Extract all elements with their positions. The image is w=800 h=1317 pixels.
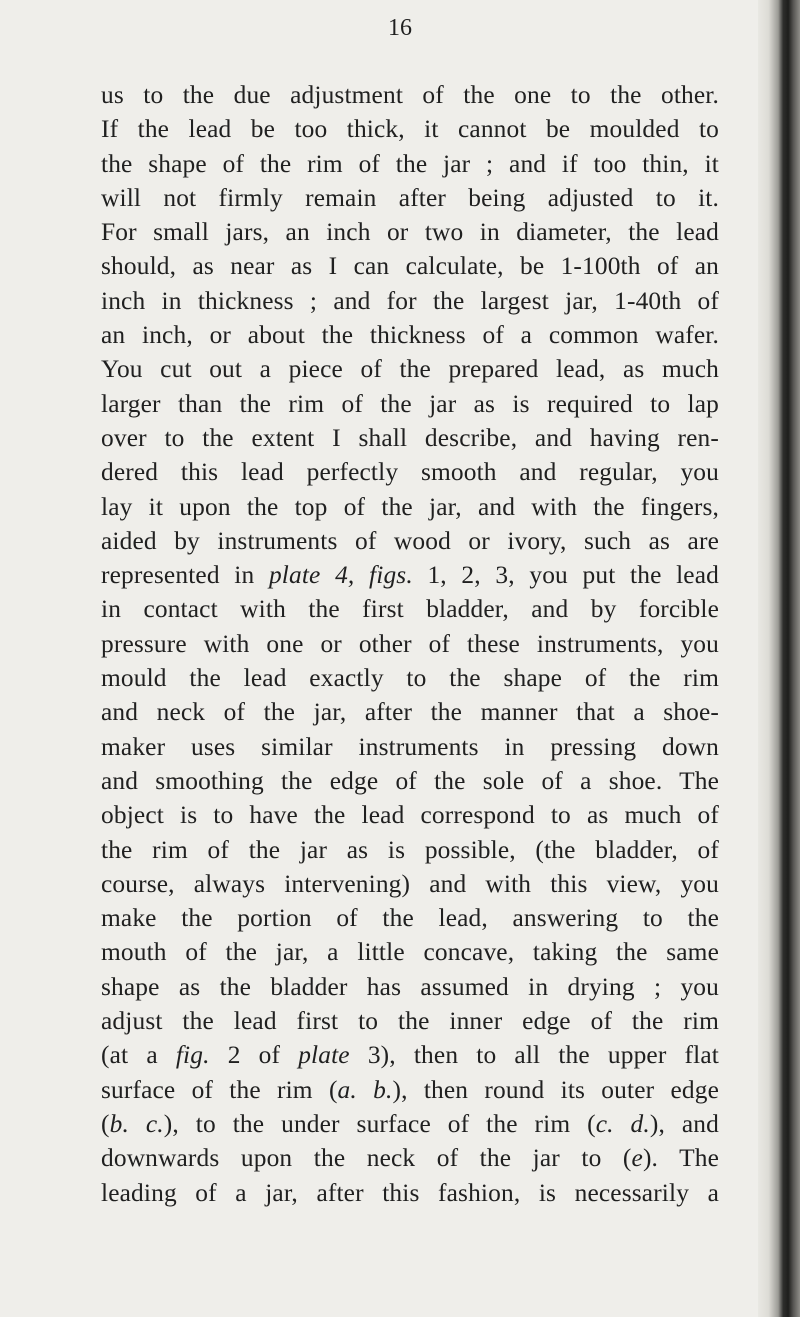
text-run: us to the due adjustment of the one to the other. [101, 81, 719, 109]
text-line [101, 1073, 719, 1107]
text-line [101, 524, 719, 558]
text-run: 3), then to all the upper flat [349, 1041, 719, 1070]
text-run: lay it upon the top of the jar, and with the fingers, [101, 492, 719, 521]
text-line [101, 970, 719, 1004]
text-run: over to the extent I shall describe, and having ren- [101, 423, 719, 452]
text-run: leading of a jar, after this fashion, is necessarily a [101, 1178, 719, 1207]
body-text [101, 78, 719, 1210]
page-number: 16 [388, 15, 412, 41]
text-run: You cut out a piece of the prepared lead, as much [101, 355, 719, 384]
text-line [101, 78, 719, 112]
italic-run: c. d. [595, 1109, 650, 1138]
text-run: ), to the under surface of the rim ( [163, 1109, 596, 1138]
text-run: represented in [101, 561, 269, 590]
text-run: ). The [642, 1144, 719, 1173]
text-run: aided by instruments of wood or ivory, such as are [101, 526, 719, 555]
text-run: adjust the lead first to the inner edge of the rim [101, 1007, 719, 1036]
text-run: mould the lead exactly to the shape of the rim [101, 664, 719, 693]
italic-run: b. c. [109, 1109, 164, 1138]
text-run: maker uses similar instruments in pressing down [101, 732, 719, 761]
text-run: larger than the rim of the jar as is required to lap [101, 389, 719, 418]
text-line [101, 627, 719, 661]
text-run: 2 of [209, 1041, 299, 1070]
text-line [101, 455, 719, 489]
text-run: object is to have the lead correspond to as much of [101, 801, 719, 830]
text-run: pressure with one or other of these instruments, you [101, 629, 719, 658]
text-line [101, 764, 719, 798]
italic-run: plate [298, 1041, 350, 1070]
text-run: (at a [101, 1041, 176, 1070]
text-run: ( [101, 1109, 110, 1138]
text-run: inch in thickness ; and for the largest jar, 1-40th of [101, 286, 719, 315]
text-run: shape as the bladder has assumed in drying ; you [101, 972, 719, 1001]
text-line [101, 1004, 719, 1038]
text-run: the shape of the rim of the jar ; and if too thin, it [101, 149, 719, 178]
text-line [101, 592, 719, 626]
text-line [101, 1176, 719, 1210]
text-line [101, 695, 719, 729]
text-line [101, 387, 719, 421]
text-line [101, 901, 719, 935]
italic-run: plate 4, figs. [268, 561, 413, 590]
binding-gutter [758, 0, 800, 1317]
text-run: surface of the rim ( [101, 1075, 338, 1104]
text-line [101, 833, 719, 867]
text-line [101, 867, 719, 901]
text-line [101, 147, 719, 181]
text-line [101, 490, 719, 524]
text-line [101, 249, 719, 283]
text-line [101, 935, 719, 969]
text-line [101, 181, 719, 215]
text-run: an inch, or about the thickness of a common wafer. [101, 321, 719, 350]
text-line [101, 1141, 719, 1175]
text-run: dered this lead perfectly smooth and regular, you [101, 458, 719, 487]
text-run: the rim of the jar as is possible, (the bladder, of [101, 835, 719, 864]
text-line [101, 318, 719, 352]
text-line [101, 352, 719, 386]
text-line [101, 1107, 719, 1141]
text-line [101, 661, 719, 695]
text-run: 1, 2, 3, you put the lead [412, 561, 719, 590]
text-run: should, as near as I can calculate, be 1-100th of an [101, 252, 719, 281]
text-line [101, 421, 719, 455]
text-run: ), and [649, 1109, 720, 1138]
italic-run: e [631, 1144, 643, 1173]
text-run: in contact with the first bladder, and by forcible [101, 595, 719, 624]
text-line [101, 558, 719, 592]
text-line [101, 730, 719, 764]
text-line [101, 112, 719, 146]
text-run: downwards upon the neck of the jar to ( [101, 1144, 632, 1173]
text-run: make the portion of the lead, answering to the [101, 904, 719, 933]
text-run: mouth of the jar, a little concave, taking the same [101, 938, 719, 967]
italic-run: fig. [175, 1041, 210, 1070]
text-run: If the lead be too thick, it cannot be moulded to [101, 115, 719, 144]
text-line [101, 798, 719, 832]
text-line [101, 284, 719, 318]
text-run: course, always intervening) and with this view, you [101, 869, 719, 898]
text-line [101, 215, 719, 249]
text-run: and neck of the jar, after the manner that a shoe- [101, 698, 719, 727]
text-run: will not firmly remain after being adjusted to it. [101, 183, 719, 212]
text-run: and smoothing the edge of the sole of a shoe. The [101, 766, 719, 795]
text-run: ), then round its outer edge [392, 1075, 719, 1104]
italic-run: a. b. [337, 1075, 393, 1104]
text-line [101, 1038, 719, 1072]
text-run: For small jars, an inch or two in diameter, the lead [101, 218, 719, 247]
